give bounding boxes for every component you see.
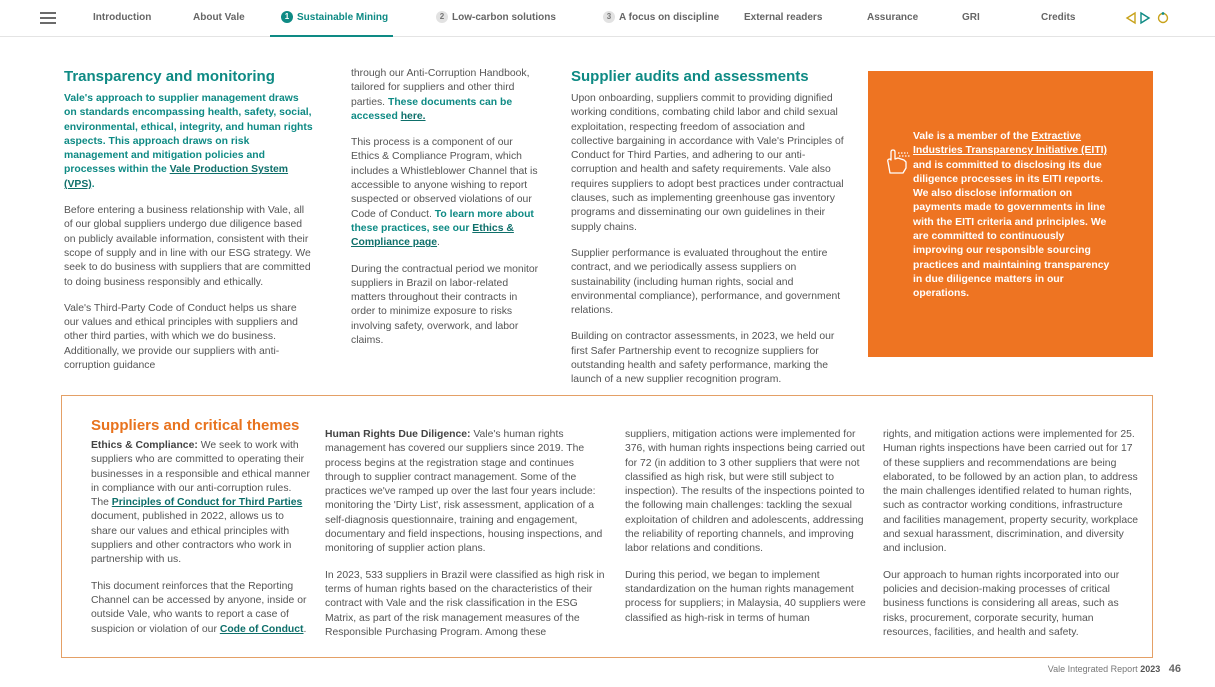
- nav-number: 2: [436, 11, 448, 23]
- lead-paragraph: Vale's approach to supplier management draws on standards encompassing health, safety, social, environmental, ethical, integrity, and human rights aspects. This approach draws on risk management and mitigation policies and processes within the Vale Production System (VPS).: [64, 93, 313, 190]
- critical-col-1: [91, 416, 311, 649]
- nav-label: GRI: [962, 12, 980, 23]
- compliance-column: [351, 67, 543, 360]
- paragraph: rights, and mitigation actions were implemented for 25. Human rights inspections have been carried out for 17 of these suppliers and recommendations are being elaborated, to be followed by an action plan, to address the main challenges identified related to human rights, such as contractor working conditions, infrastructure and facilities management, property security, workplace and sexual harassment, discrimination, and diversity and inclusion.: [883, 429, 1139, 555]
- here-link[interactable]: here.: [400, 110, 426, 122]
- nav-label: A focus on discipline: [619, 12, 720, 23]
- nav-label: Assurance: [867, 12, 919, 23]
- paragraph: Our approach to human rights incorporated into our policies and decision-making processes of critical business functions is considering all areas, such as risks, procurement, corporate security, human resources, facilities, and health and safety.: [883, 569, 1120, 638]
- section-title: Transparency and monitoring: [64, 68, 275, 85]
- page-number: 46: [1168, 663, 1181, 675]
- top-navigation: [0, 0, 1215, 37]
- paragraph: suppliers, mitigation actions were implemented for 376, with human rights inspections being carried out for 72 (in addition to 3 other suppliers that were not classified as high risk, but were still subject to inspection). The results of the inspections pointed to the following main challenges: tackling the sexual exploitation of children and adolescents, addressing the reliability of reporting channels, and improving labor relations and conditions.: [625, 429, 865, 555]
- pointing-hand-icon: [884, 148, 912, 174]
- nav-label: Sustainable Mining: [297, 12, 389, 23]
- transparency-section: [64, 67, 314, 385]
- report-name: Vale Integrated Report: [1047, 664, 1138, 674]
- eiti-link[interactable]: Extractive Industries Transparency Initiative (EITI): [913, 131, 1108, 157]
- nav-label: About Vale: [193, 12, 245, 23]
- menu-icon[interactable]: [40, 12, 56, 24]
- nav-discipline[interactable]: [603, 0, 719, 37]
- paragraph: Ethics & Compliance: We seek to work with suppliers who are committed to operating their businesses in a responsible and ethical manner in compliance with our anti-corruption rules. The Principles of Conduct for Third Parties document, published in 2022, allows us to share our values and ethical principles with suppliers and other contractors who work in partnership with us.: [91, 440, 310, 566]
- paragraph: During this period, we began to implement standardization on the human rights management process for suppliers; in Malaysia, 40 suppliers were classified as high-risk in terms of human: [625, 569, 866, 624]
- refresh-icon[interactable]: [1156, 11, 1170, 25]
- principles-of-conduct-link[interactable]: Principles of Conduct for Third Parties: [111, 497, 303, 509]
- report-year: 2023: [1140, 664, 1161, 674]
- paragraph: This document reinforces that the Reporting Channel can be accessed by anyone, inside or outside Vale, who wants to report a case of suspicion or violation of our Code of Conduct.: [91, 580, 307, 635]
- paragraph: Upon onboarding, suppliers commit to providing dignified working conditions, combating child labor and child sexual exploitation, respecting freedom of association and collective bargaining in accordance with Vale's Principles of Conduct for Third Parties, and adhering to our anti-corruption and health and safety requirements. Vale also requires suppliers to adopt best practices under contractual clauses, such as implementing greenhouse gas inventory programs and disseminating our own guidelines in their supply chains.: [571, 93, 844, 233]
- nav-introduction[interactable]: [93, 0, 151, 37]
- paragraph: Building on contractor assessments, in 2023, we held our first Safer Partnership event to recognize suppliers for outstanding health and safety performance, marking the launch of a new supplier recognition program.: [571, 331, 835, 386]
- audits-section: [571, 67, 847, 400]
- paragraph: During the contractual period we monitor suppliers in Brazil on labor-related matters throughout their contracts in order to minimize exposure to risks involving safety, overwork, and labor claims.: [351, 263, 539, 347]
- eiti-highlight-box: [868, 71, 1153, 357]
- paragraph: This process is a component of our Ethics & Compliance Program, which includes a Whistleblower Channel that is accessible to anyone wishing to report suspected or observed violations of our Code of Conduct. To learn more about these practices, see our Ethics & Compliance page.: [351, 137, 538, 249]
- critical-col-3: [625, 428, 870, 638]
- nav-sustainable-mining[interactable]: [270, 0, 393, 37]
- paragraph: Supplier performance is evaluated throughout the entire contract, and we periodically assess suppliers on sustainability (including human rights, social and environmental compliance), performance, and government relations.: [571, 247, 841, 317]
- section-title: Supplier audits and assessments: [571, 68, 809, 85]
- section-title: Suppliers and critical themes: [91, 417, 300, 434]
- paragraph: Before entering a business relationship with Vale, all of our global suppliers undergo due diligence based on publicly available information, consistent with their scope of supply and in line with our ESG strategy. We seek to do business with suppliers that are committed to doing business responsibly and ethically.: [64, 205, 311, 288]
- critical-col-2: [325, 428, 610, 652]
- page-footer: [1048, 663, 1181, 675]
- paragraph: through our Anti-Corruption Handbook, tailored for suppliers and other third parties. These documents can be accessed here.: [351, 68, 530, 122]
- paragraph: Vale's Third-Party Code of Conduct helps us share our values and ethical principles with suppliers and other third parties, with which we do business. Additionally, we provide our suppliers with anti-corruption guidance: [64, 302, 298, 372]
- previous-page-icon[interactable]: [1124, 11, 1138, 25]
- nav-label: Credits: [1041, 12, 1076, 23]
- vps-link[interactable]: Vale Production System (VPS): [64, 164, 289, 190]
- nav-label: Low-carbon solutions: [452, 12, 556, 23]
- nav-number: 3: [603, 11, 615, 23]
- paragraph: Human Rights Due Diligence: Vale's human rights management has covered our suppliers since 2019. The process begins at the registration stage and continues through to supplier contract management. Some of the practices we've ramped up over the last four years include: monitoring the 'Dirty List', risk assessment, application of a self-diagnosis questionnaire, training and engagement, documentary and field inspections, housing inspections, and monitoring of supplier action plans.: [325, 429, 603, 555]
- nav-gri[interactable]: [962, 0, 980, 37]
- nav-about-vale[interactable]: [193, 0, 245, 37]
- next-page-icon[interactable]: [1138, 11, 1152, 25]
- paragraph: In 2023, 533 suppliers in Brazil were classified as high risk in terms of human rights based on the characteristics of their contract with Vale and the risk classification in the ESG Matrix, as part of the risk management measures of the Responsible Purchasing Program. Among these: [325, 569, 605, 638]
- critical-col-4: [883, 428, 1141, 652]
- nav-assurance[interactable]: [867, 0, 918, 37]
- nav-external-readers[interactable]: [744, 0, 822, 37]
- code-of-conduct-link[interactable]: Code of Conduct: [219, 623, 304, 635]
- nav-number: 1: [281, 11, 293, 23]
- nav-credits[interactable]: [1041, 0, 1075, 37]
- nav-label: External readers: [744, 12, 823, 23]
- nav-label: Introduction: [93, 12, 152, 23]
- nav-low-carbon[interactable]: [436, 0, 556, 37]
- highlight-text: Vale is a member of the Extractive Industries Transparency Initiative (EITI) and is committed to disclosing its due diligence processes in its EITI reports. We also disclose information on payments made to governments in line with the EITI criteria and principles. We are committed to continuously improving our responsible sourcing practices and maintaining transparency in due diligence matters in our operations.: [913, 131, 1110, 300]
- ethics-compliance-link[interactable]: Ethics & Compliance page: [351, 222, 514, 249]
